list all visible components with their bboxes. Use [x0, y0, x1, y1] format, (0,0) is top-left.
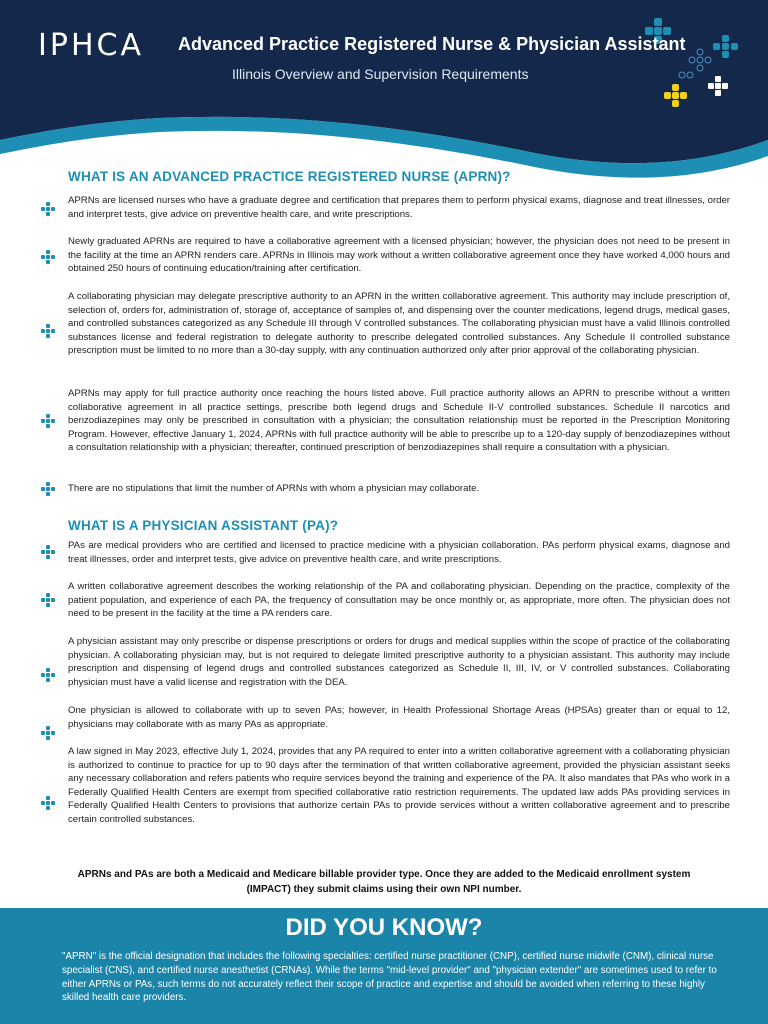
plus-dots-icon: [41, 796, 55, 810]
did-you-know-banner: [0, 908, 768, 1024]
section-heading-aprn: WHAT IS AN ADVANCED PRACTICE REGISTERED NURSE (APRN)?: [68, 169, 511, 184]
paragraph-pa-definition: PAs are medical providers who are certified and licensed to practice medicine with a physician collaboration. PAs perform physical exams, diagnose and treat illnesses, order and interpret tests, give advice on preventive health care, and write prescriptions.: [68, 540, 730, 565]
section-heading-pa: WHAT IS A PHYSICIAN ASSISTANT (PA)?: [68, 518, 339, 533]
page-title: Advanced Practice Registered Nurse & Physician Assistant: [178, 34, 686, 54]
plus-dots-icon: [41, 414, 55, 428]
billing-note: APRNs and PAs are both a Medicaid and Medicare billable provider type. Once they are added to the Medicaid enrollment system (IMPACT) they submit claims using their own NPI number.: [77, 869, 691, 895]
paragraph-aprn-no-limit: There are no stipulations that limit the number of APRNs with whom a physician may collaborate.: [68, 483, 480, 494]
did-you-know-text: "APRN" is the official designation that includes the following specialties: certified nurse practitioner (CNP), certified nurse midwife (CNM), clinical nurse specialist (CNS), and certified nurse anesthetist (CRNAs). While the terms "mid-level provider" and "physician extender" are sometimes used to refer to either APRNs or PAs, such terms do not accurately reflect their scope of practice and expertise and should be avoided when referring to these highly skilled health care providers.: [62, 951, 717, 1004]
plus-dots-icon: [41, 482, 55, 496]
plus-dots-icon: [41, 668, 55, 682]
paragraph-pa-prescribing: A physician assistant may only prescribe or dispense prescriptions or orders for drugs and medical supplies within the scope of practice of the collaborating physician. A collaborating physician may, but is not required to delegate limited prescriptive authority to a physician assistant. This authority may include prescription and dispensing of legend drugs and controlled substances categorized as Schedule II, III, IV, or V controlled substances. Collaborating physician must have a valid license and registration with the DEA.: [68, 636, 730, 688]
logo-iphca: IPHCA: [38, 28, 144, 63]
plus-dots-icon: [41, 324, 55, 338]
paragraph-pa-ratio: One physician is allowed to collaborate with up to seven PAs; however, in Health Professional Shortage Areas (HPSAs) greater than or equal to 12, physicians may collaborate with as many PAs as appropriate.: [68, 705, 730, 730]
paragraph-pa-2023-law: A law signed in May 2023, effective July 1, 2024, provides that any PA required to enter into a written collaborative agreement with a collaborating physician is authorized to continue to practice for up to 90 days after the termination of that written collaborative agreement, provided the physician assistant seeks any necessary collaboration and refers patients who require services beyond the training and experience of the PA. It also mandates that PAs who work in a Federally Qualified Health Centers are exempt from specified collaborative ratio restriction requirements. The updated law adds PAs providing services in Federally Qualified Health Centers to provisions that authorize certain PAs to provide services without a written collaborative agreement and to prescribe certain controlled substances.: [68, 746, 730, 825]
paragraph-aprn-definition: APRNs are licensed nurses who have a graduate degree and certification that prepares them to perform physical exams, diagnose and treat illnesses, order and interpret tests, give advice on preventive health care, and write prescriptions.: [68, 195, 730, 220]
page-subtitle: Illinois Overview and Supervision Requirements: [232, 66, 529, 82]
plus-dots-icon: [41, 726, 55, 740]
paragraph-pa-collaborative-agreement: A written collaborative agreement describes the working relationship of the PA and collaborating physician. Depending on the practice, complexity of the patient population, and experience of each PA, the frequency of consultation may be once monthly or, as appropriate, more often. The physician does not need to be present in the facility at the time a PA renders care.: [68, 581, 730, 620]
paragraph-aprn-collaboration: Newly graduated APRNs are required to have a collaborative agreement with a licensed physician; however, the physician does not need to be present in the facility at the time an APRN renders care. APRNs in Illinois may work without a written collaborative agreement once they have worked 4,000 hours and obtained 250 hours of continuing education/training after certification.: [68, 236, 730, 275]
plus-dots-icon: [41, 545, 55, 559]
plus-dots-icon: [41, 593, 55, 607]
paragraph-aprn-full-practice: APRNs may apply for full practice authority once reaching the hours listed above. Full practice authority allows an APRN to prescribe without a written collaborative agreement in all practice settings, prescribe both legend drugs and Schedule II-V controlled substances. Schedule II narcotics and benzodiazepines may only be prescribed in consultation with a physician; the consultation relationship must be reported in the Prescription Monitoring Program. However, effective January 1, 2024, APRNs with full practice authority will be able to prescribe up to a 120-day supply of benzodiazepines without a consultation relationship with a physician; thereafter, continued prescription of benzodiazepines shall require a consultation with a physician.: [68, 388, 730, 454]
plus-dots-icon: [41, 202, 55, 216]
header-background: [0, 0, 768, 180]
plus-dots-icon: [41, 250, 55, 264]
paragraph-aprn-prescriptive-authority: A collaborating physician may delegate prescriptive authority to an APRN in the written collaborative agreement. This authority may include prescription of, selection of, orders for, administration of, storage of, acceptance of samples of, and dispensing over the counter medications, legend drugs, medical gases, and controlled substances categorized as any Schedule III through V controlled substances. The collaborating physician must have a valid Illinois controlled substances license and federal registration to delegate authority to prescribe delegated controlled substances. Any Schedule II controlled substance prescription must be limited to no more than a 30-day supply, with any continuation authorized only after prior approval of the collaborating physician.: [68, 291, 730, 357]
did-you-know-title: DID YOU KNOW?: [285, 914, 483, 941]
header-banner: [0, 0, 768, 180]
